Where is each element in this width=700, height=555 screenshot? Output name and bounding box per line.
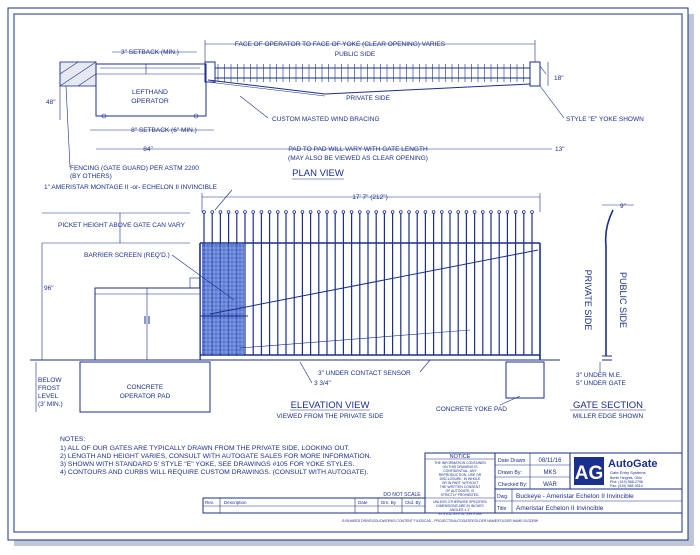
label-fencing-1: FENCING (GATE GUARD) PER ASTM 2200	[70, 165, 199, 172]
dim-3-3-4: 3 3/4"	[314, 380, 331, 387]
notice-line: DISCLOSURE, IN WHOLE	[439, 477, 481, 481]
picket-tip	[358, 211, 361, 214]
picket-tip	[522, 211, 525, 214]
operator-elevation	[95, 288, 200, 360]
plan-view-title: PLAN VIEW	[292, 168, 344, 179]
picket-tip	[383, 211, 386, 214]
picket-tip	[285, 211, 288, 214]
title-value: Ameristar Echelon II Invincible	[516, 505, 604, 512]
notes-heading: NOTES:	[60, 436, 86, 443]
operator-label-2: OPERATOR	[131, 98, 169, 105]
description-label: Description	[224, 500, 247, 505]
dim-48: 48"	[46, 99, 56, 106]
company-addr-3: Fax: (419) 588-3514	[610, 484, 643, 488]
dim-84: 84"	[143, 146, 153, 153]
picket-tip	[375, 211, 378, 214]
picket-tip	[473, 211, 476, 214]
picket-tip	[227, 211, 230, 214]
company-name: AutoGate	[608, 458, 658, 470]
picket-tip	[342, 211, 345, 214]
label-pad-2: (MAY ALSO BE VIEWED AS CLEAR OPENING)	[288, 155, 428, 162]
picket-tip	[252, 211, 255, 214]
checked-by: WAR	[543, 482, 557, 488]
tolerance-line: DIMENSIONS ARE IN INCHES	[436, 504, 484, 508]
label-frost-4: (3' MIN.)	[38, 401, 63, 408]
picket-tip	[301, 211, 304, 214]
do-not-scale: DO NOT SCALE	[383, 492, 421, 498]
picket-tip	[424, 211, 427, 214]
picket-tip	[416, 211, 419, 214]
tolerance-line: ANGLES ± 1°	[449, 508, 471, 512]
dwg-label: Dwg.	[497, 494, 509, 500]
label-picket-height: PICKET HEIGHT ABOVE GATE CAN VARY	[58, 222, 185, 229]
dim-96: 96"	[44, 285, 54, 292]
notice-line: CONFIDENTIAL. ANY	[443, 469, 477, 473]
picket-tip	[293, 211, 296, 214]
picket-tip	[326, 211, 329, 214]
picket-tip	[481, 211, 484, 214]
notice-line: OR IN PART, WITHOUT	[441, 481, 479, 485]
note-4: 4) CONTOURS AND CURBS WILL REQUIRE CUSTOM DRAWINGS. (CONSULT WITH AUTOGATE).	[60, 469, 369, 476]
picket-tip	[440, 211, 443, 214]
picket-tip	[350, 211, 353, 214]
picket-tip	[465, 211, 468, 214]
picket-tip	[391, 211, 394, 214]
company-addr-1: Berlin Heights, Ohio	[610, 476, 642, 480]
dim-13: 13"	[555, 146, 565, 153]
notice-line: THE WRITTEN CONSENT	[439, 485, 481, 489]
label-under-gate: 5" UNDER GATE	[576, 380, 626, 387]
note-3: 3) SHOWN WITH STANDARD 5' STYLE "E" YOKE, SEE DRAWINGS #105 FOR YOKE STYLES.	[60, 461, 355, 468]
section-public-side: PUBLIC SIDE	[618, 271, 628, 329]
label-fencing-2: (BY OTHERS)	[70, 173, 112, 180]
picket-tip	[235, 211, 238, 214]
drawn-by: MKS	[543, 470, 557, 476]
drn-by-label: Drn. By	[381, 500, 397, 505]
date-drawn: 08/11/16	[538, 458, 562, 464]
label-yoke-pad: CONCRETE YOKE PAD	[436, 406, 507, 413]
picket-tip	[408, 211, 411, 214]
note-1: 1) ALL OF OUR GATES ARE TYPICALLY DRAWN FROM THE PRIVATE SIDE, LOOKING OUT.	[60, 445, 350, 452]
label-under-me: 3" UNDER M.E.	[576, 372, 623, 379]
operator-label-1: LEFTHAND	[132, 89, 168, 96]
ckd-by-label: Ckd. By	[405, 500, 421, 505]
label-frost-2: FROST	[38, 385, 61, 392]
date-label: Date	[358, 500, 368, 505]
picket-tip	[334, 211, 337, 214]
file-path-footer: S:\SHARED DRIVE\SOLIDWORKS CONTENT FILES\CAD - PROJECTS\AUTOGATE\FOLDER NAME\FOLDER NAME.SLDDRW	[341, 519, 539, 523]
barrier-screen	[202, 244, 244, 354]
label-face-to-face: FACE OF OPERATOR TO FACE OF YOKE (CLEAR OPENING) VARIES	[234, 41, 446, 48]
gate-section-subtitle: MILLER EDGE SHOWN	[572, 413, 644, 420]
picket-tip	[399, 211, 402, 214]
company-addr-2: Ph#: (419) 588-2796	[610, 480, 643, 484]
picket-tip	[457, 211, 460, 214]
picket-tip	[367, 211, 370, 214]
label-pad-1: PAD TO PAD WILL VARY WITH GATE LENGTH	[288, 146, 428, 153]
title-label: Title	[497, 506, 507, 512]
tolerance-line: UNLESS OTHERWISE SPECIFIED	[433, 500, 487, 504]
picket-tip	[490, 211, 493, 214]
label-setback-min: 3" SETBACK (MIN.)	[121, 49, 179, 56]
notice-line: REPRODUCTION, USE OR	[438, 473, 482, 477]
picket-tip	[211, 211, 214, 214]
picket-tip	[449, 211, 452, 214]
elevation-subtitle: VIEWED FROM THE PRIVATE SIDE	[276, 413, 384, 420]
picket-tip	[514, 211, 517, 214]
notice-line: STRICTLY PROHIBITED.	[440, 493, 480, 497]
date-drawn-label: Date Drawn	[498, 458, 526, 464]
dim-9: 9"	[620, 203, 626, 210]
label-concrete-op-2: OPERATOR PAD	[119, 393, 171, 400]
note-2: 2) LENGTH AND HEIGHT VARIES, CONSULT WITH AUTOGATE SALES FOR MORE INFORMATION.	[60, 453, 372, 460]
label-frost-3: LEVEL	[38, 393, 59, 400]
label-montage: 1" AMERISTAR MONTAGE II -or- ECHELON II INVINCIBLE	[44, 184, 217, 191]
picket-tip	[309, 211, 312, 214]
picket-tip	[268, 211, 271, 214]
section-private-side: PRIVATE SIDE	[583, 269, 593, 331]
elevation-title: ELEVATION VIEW	[290, 400, 370, 411]
notice-line: ON THIS DRAWING IS	[442, 465, 478, 469]
notice-line: OF AUTOGATE, IS	[445, 489, 475, 493]
picket-tip	[244, 211, 247, 214]
label-contact-sensor: 3" UNDER CONTACT SENSOR	[318, 370, 411, 377]
dwg-value: Buckeye - Ameristar Echelon II Invincible	[516, 493, 634, 500]
drawn-by-label: Drawn By:	[498, 470, 522, 476]
picket-tip	[317, 211, 320, 214]
picket-tip	[260, 211, 263, 214]
dim-18: 18"	[554, 75, 564, 82]
tolerance-line: XX ± 1/32 .XX ± .01 .XXX ± .005	[438, 512, 482, 516]
label-length: 17' 7" (212")	[352, 194, 388, 201]
picket-tip	[498, 211, 501, 214]
label-frost-1: BELOW	[38, 377, 62, 384]
picket-tip	[432, 211, 435, 214]
picket-tip	[276, 211, 279, 214]
picket-tip	[219, 211, 222, 214]
label-setback-8: 8" SETBACK (6" MIN.)	[131, 127, 197, 134]
company-tagline: Gate Entry Systems	[610, 470, 646, 475]
picket-tip	[531, 211, 534, 214]
label-private-side-plan: PRIVATE SIDE	[346, 95, 390, 102]
notice-heading: NOTICE	[449, 454, 471, 460]
rev-label: Rev.	[205, 500, 214, 505]
checked-by-label: Checked By:	[498, 482, 528, 488]
label-wind-bracing: CUSTOM MASTED WIND BRACING	[272, 116, 380, 123]
gate-section-title: GATE SECTION	[572, 400, 644, 411]
picket-tip	[506, 211, 509, 214]
autogate-logo-icon	[574, 457, 604, 485]
logo-letters: AG	[574, 463, 604, 484]
label-public-side-plan: PUBLIC SIDE	[334, 51, 376, 58]
label-concrete-op-1: CONCRETE	[126, 384, 164, 391]
notice-line: THE INFORMATION CONTAINED	[434, 461, 486, 465]
picket-tip	[203, 211, 206, 214]
label-barrier-screen: BARRIER SCREEN (REQ'D.)	[84, 252, 170, 259]
label-yoke-shown: STYLE "E" YOKE SHOWN	[566, 116, 644, 123]
